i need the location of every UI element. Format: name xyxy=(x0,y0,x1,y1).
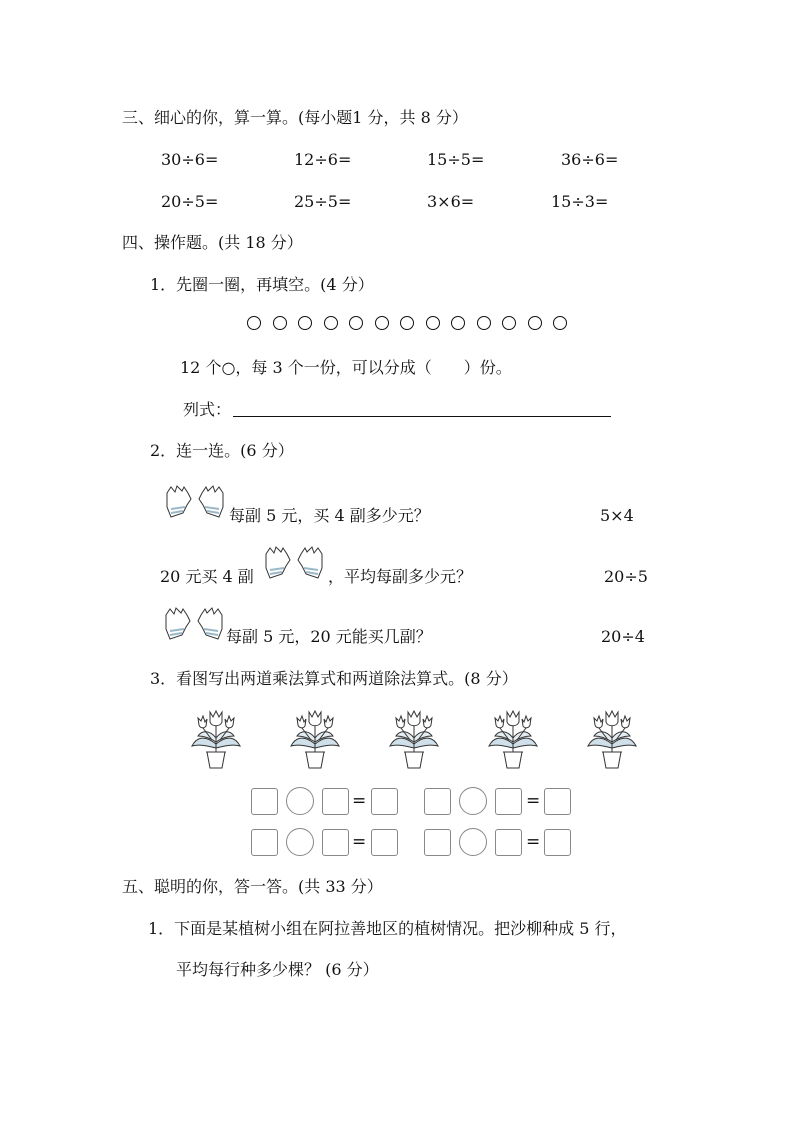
circle-item[interactable] xyxy=(477,316,491,330)
answer-box[interactable] xyxy=(322,788,349,815)
equals-sign: = xyxy=(526,791,541,811)
circle-item[interactable] xyxy=(349,316,363,330)
circle-item[interactable] xyxy=(528,316,542,330)
answer-box[interactable] xyxy=(495,829,522,856)
section4-heading: 四、操作题。(共 18 分） xyxy=(122,233,303,252)
q2-title: 2．连一连。(6 分） xyxy=(150,441,294,460)
section3-heading: 三、细心的你，算一算。(每小题1 分，共 8 分） xyxy=(122,108,468,127)
q2-left2a: 20 元买 4 副 xyxy=(160,567,254,586)
answer-box[interactable] xyxy=(544,829,571,856)
q1-fill-text: 12 个○，每 3 个一份，可以分成（ ）份。 xyxy=(180,358,512,377)
q2-right3: 20÷4 xyxy=(601,627,645,646)
q2-right1: 5×4 xyxy=(600,506,634,525)
operator-circle[interactable] xyxy=(459,787,487,815)
potted-tulip-icon xyxy=(487,708,539,770)
answer-box[interactable] xyxy=(544,788,571,815)
q2-right2: 20÷5 xyxy=(604,567,648,586)
answer-box[interactable] xyxy=(371,788,398,815)
operator-circle[interactable] xyxy=(286,828,314,856)
problem-r2c4: 15÷3= xyxy=(551,192,609,211)
mittens-icon xyxy=(162,605,226,645)
q1-title: 1．先圈一圈，再填空。(4 分） xyxy=(150,275,374,294)
circle-item[interactable] xyxy=(375,316,389,330)
potted-tulip-icon xyxy=(289,708,341,770)
circle-item[interactable] xyxy=(247,316,261,330)
answer-box[interactable] xyxy=(495,788,522,815)
q2-left3: 每副 5 元，20 元能买几副？ xyxy=(226,627,432,646)
equals-sign: = xyxy=(352,832,367,852)
circle-item[interactable] xyxy=(502,316,516,330)
potted-tulip-icon xyxy=(388,708,440,770)
answer-line[interactable] xyxy=(233,416,611,417)
circle-item[interactable] xyxy=(298,316,312,330)
mittens-icon xyxy=(262,544,326,584)
q2-left1: 每副 5 元，买 4 副多少元？ xyxy=(229,506,430,525)
problem-r2c3: 3×6= xyxy=(427,192,475,211)
formula-label: 列式： xyxy=(183,400,232,419)
answer-box[interactable] xyxy=(424,829,451,856)
problem-r1c3: 15÷5= xyxy=(427,150,485,169)
s5-q1-line1: 1．下面是某植树小组在阿拉善地区的植树情况。把沙柳种成 5 行， xyxy=(148,919,627,938)
answer-box[interactable] xyxy=(322,829,349,856)
circle-item[interactable] xyxy=(324,316,338,330)
s5-q1-line2: 平均每行种多少棵？ (6 分） xyxy=(176,960,379,979)
section5-heading: 五、聪明的你，答一答。(共 33 分） xyxy=(122,877,383,896)
problem-r2c2: 25÷5= xyxy=(294,192,352,211)
q2-left2b: ，平均每副多少元？ xyxy=(328,567,473,586)
potted-tulip-icon xyxy=(586,708,638,770)
operator-circle[interactable] xyxy=(286,787,314,815)
answer-box[interactable] xyxy=(424,788,451,815)
answer-box[interactable] xyxy=(371,829,398,856)
q3-title: 3．看图写出两道乘法算式和两道除法算式。(8 分） xyxy=(150,669,518,688)
operator-circle[interactable] xyxy=(459,828,487,856)
problem-r1c2: 12÷6= xyxy=(294,150,352,169)
circle-row xyxy=(247,316,567,330)
potted-tulip-icon xyxy=(190,708,242,770)
circle-item[interactable] xyxy=(400,316,414,330)
circle-item[interactable] xyxy=(553,316,567,330)
circle-item[interactable] xyxy=(273,316,287,330)
equals-sign: = xyxy=(352,791,367,811)
answer-box[interactable] xyxy=(251,788,278,815)
circle-item[interactable] xyxy=(451,316,465,330)
circle-item[interactable] xyxy=(426,316,440,330)
mittens-icon xyxy=(163,483,227,523)
problem-r1c4: 36÷6= xyxy=(561,150,619,169)
problem-r1c1: 30÷6= xyxy=(161,150,219,169)
answer-box[interactable] xyxy=(251,829,278,856)
problem-r2c1: 20÷5= xyxy=(161,192,219,211)
equals-sign: = xyxy=(526,832,541,852)
